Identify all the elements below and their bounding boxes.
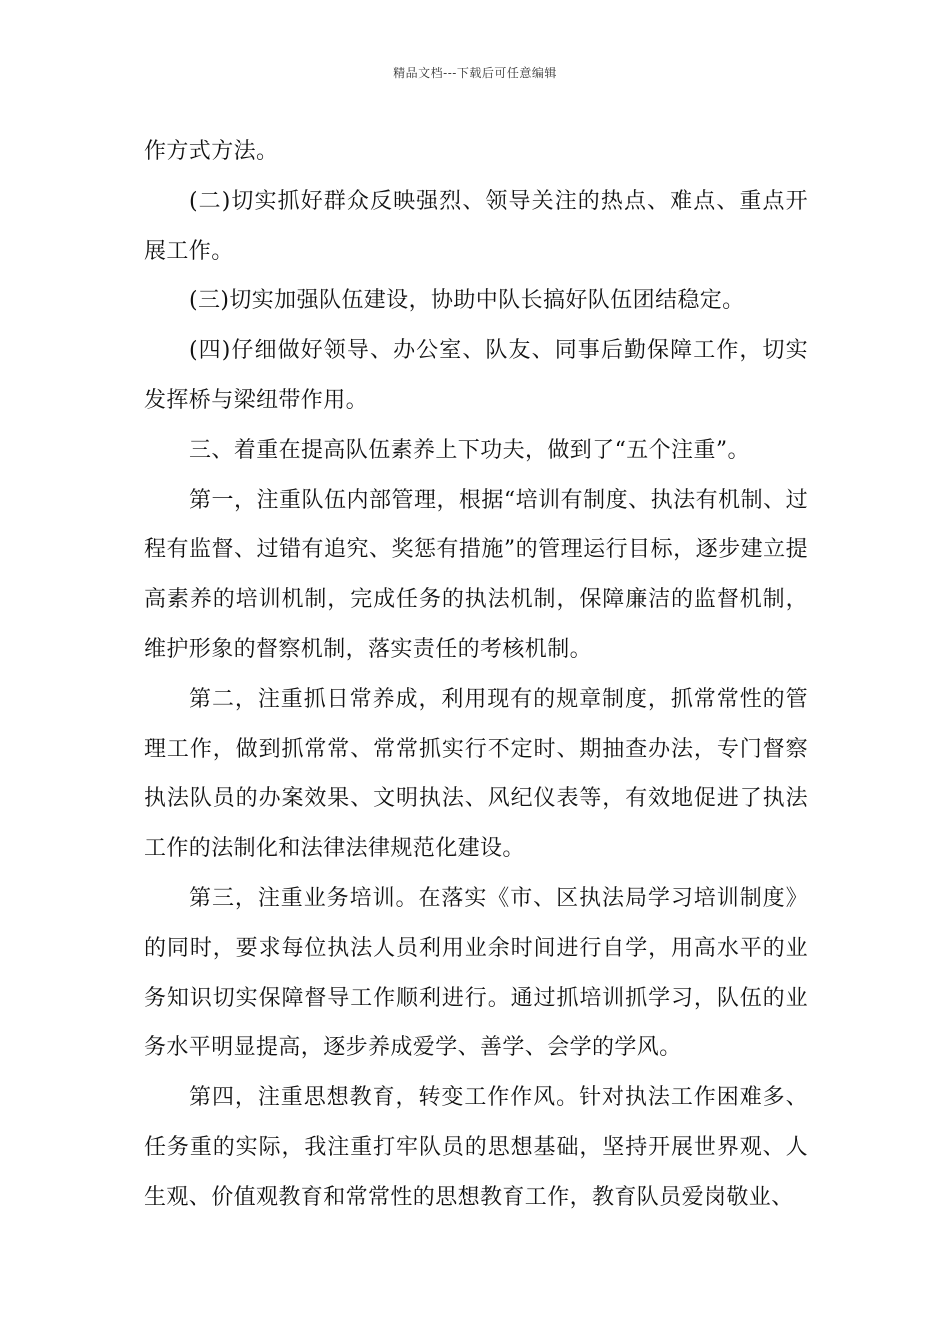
- paragraph-continuation: 作方式方法。: [144, 139, 279, 164]
- section-heading-3: 三、着重在提高队伍素养上下功夫，做到了“五个注重”。: [189, 437, 750, 463]
- document-body: [144, 127, 808, 1223]
- paragraph-second: 第二，注重抓日常养成，利用现有的规章制度，抓常常性的管理工作，做到抓常常、常常抓实行不定时、期抽查办法，专门督察执法队员的办案效果、文明执法、风纪仪表等，有效地促进了执法工作的法制化和法律法律规范化建设。: [144, 686, 808, 862]
- paragraph-item-2: (二)切实抓好群众反映强烈、领导关注的热点、难点、重点开展工作。: [144, 188, 808, 264]
- paragraph-item-4: (四)仔细做好领导、办公室、队友、同事后勤保障工作，切实发挥桥与梁纽带作用。: [144, 338, 808, 413]
- paragraph-item-3: (三)切实加强队伍建设，协助中队长搞好队伍团结稳定。: [189, 288, 745, 314]
- paragraph-third: 第三，注重业务培训。在落实《市、区执法局学习培训制度》的同时，要求每位执法人员利用业余时间进行自学，用高水平的业务知识切实保障督导工作顺利进行。通过抓培训抓学习，队伍的业务水平明显提高，逐步养成爱学、善学、会学的学风。: [144, 885, 808, 1061]
- page-header: 精品文档---下载后可任意编辑: [393, 66, 557, 80]
- paragraph-first: 第一，注重队伍内部管理，根据“培训有制度、执法有机制、过程有监督、过错有追究、奖惩有措施”的管理运行目标，逐步建立提高素养的培训机制，完成任务的执法机制，保障廉洁的监督机制，维护形象的督察机制，落实责任的考核机制。: [144, 487, 808, 662]
- paragraph-fourth: 第四，注重思想教育，转变工作作风。针对执法工作困难多、任务重的实际，我注重打牢队员的思想基础，坚持开展世界观、人生观、价值观教育和常常性的思想教育工作，教育队员爱岗敬业、: [144, 1085, 808, 1210]
